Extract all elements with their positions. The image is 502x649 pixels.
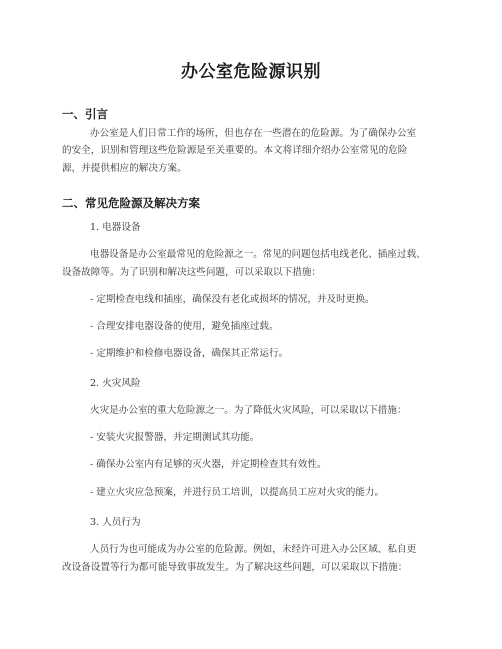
intro-paragraph-line-1: 办公室是人们日常工作的场所，但也存在一些潜在的危险源。为了确保办公室 [90, 128, 417, 139]
document-title: 办公室危险源识别 [181, 62, 321, 82]
section-heading-introduction: 一、引言 [62, 107, 108, 121]
fire-measure-3: - 建立火灾应急预案，并进行员工培训，以提高员工应对火灾的能力。 [90, 487, 385, 498]
electrical-paragraph-line-2: 设备故障等。为了识别和解决这些问题，可以采取以下措施： [62, 267, 322, 278]
intro-paragraph-line-2: 的安全，识别和管理这些危险源是至关重要的。本文将详细介绍办公室常见的危险 [62, 145, 408, 156]
personnel-paragraph-line-2: 改设备设置等行为都可能导致事故发生。为了解决这些问题，可以采取以下措施： [62, 562, 408, 573]
subsection-title-electrical: 1. 电器设备 [90, 222, 141, 233]
subsection-title-personnel: 3. 人员行为 [90, 517, 141, 528]
fire-measure-1: - 安装火灾报警器，并定期测试其功能。 [90, 432, 260, 443]
electrical-measure-2: - 合理安排电器设备的使用，避免插座过载。 [90, 321, 279, 332]
fire-paragraph: 火灾是办公室的重大危险源之一。为了降低火灾风险，可以采取以下措施： [90, 405, 407, 416]
fire-measure-2: - 确保办公室内有足够的灭火器，并定期检查其有效性。 [90, 459, 327, 470]
electrical-measure-1: - 定期检查电线和插座，确保没有老化或损坏的情况，并及时更换。 [90, 294, 375, 305]
subsection-title-fire: 2. 火灾风险 [90, 378, 141, 389]
electrical-measure-3: - 定期维护和检修电器设备，确保其正常运行。 [90, 348, 289, 359]
section-heading-hazards: 二、常见危险源及解决方案 [62, 196, 200, 210]
electrical-paragraph-line-1: 电器设备是办公室最常见的危险源之一。常见的问题包括电线老化、插座过载、 [90, 249, 426, 260]
personnel-paragraph-line-1: 人员行为也可能成为办公室的危险源。例如，未经许可进入办公区域、私自更 [90, 544, 417, 555]
intro-paragraph-line-3: 源，并提供相应的解决方案。 [62, 163, 187, 174]
